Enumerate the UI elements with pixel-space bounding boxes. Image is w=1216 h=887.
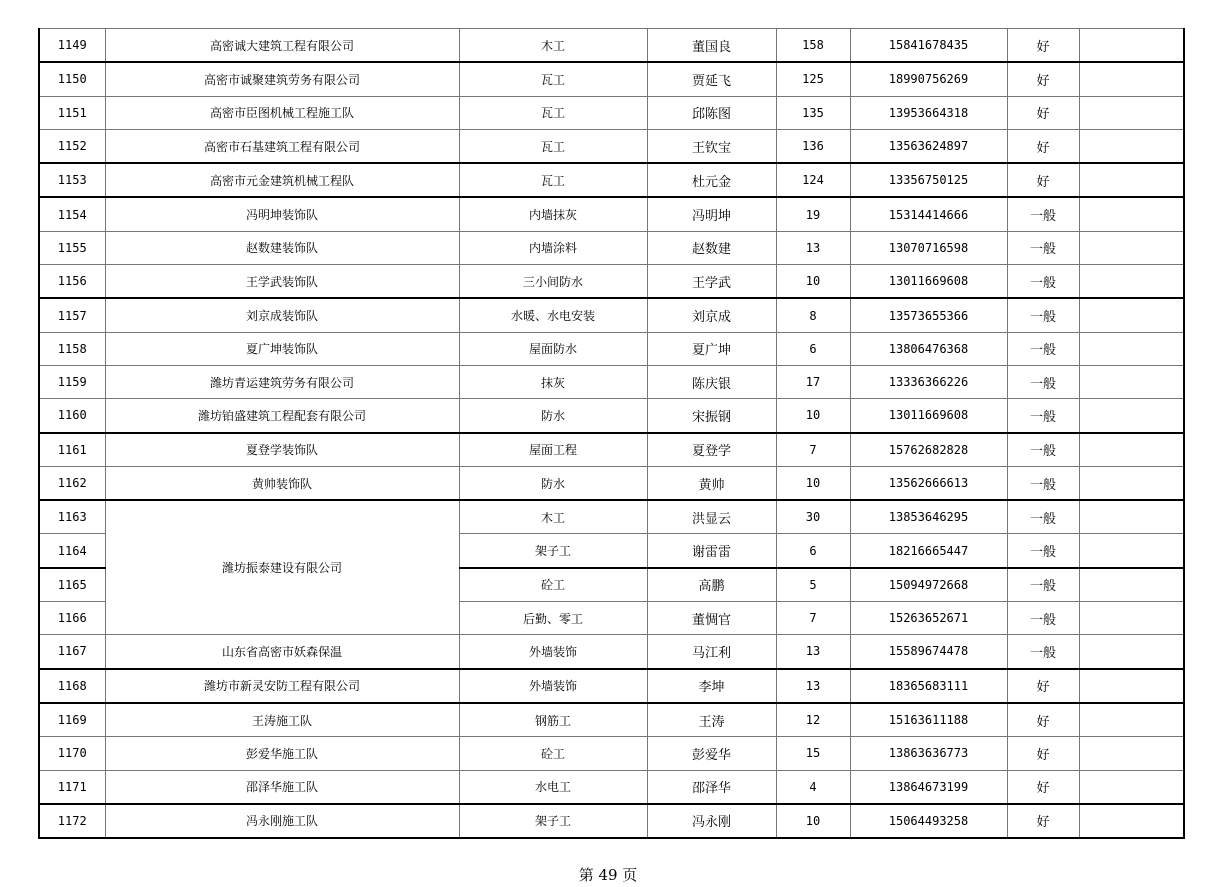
- table-row: [39, 62, 1184, 96]
- contact-cell: 洪显云: [647, 500, 776, 534]
- phone-cell: 13070716598: [850, 231, 1007, 264]
- phone-cell: 13864673199: [850, 770, 1007, 804]
- contact-cell: 杜元金: [647, 163, 776, 197]
- rating-cell: 好: [1007, 737, 1079, 770]
- remark-cell: [1079, 399, 1184, 433]
- contact-cell: 陈庆银: [647, 365, 776, 398]
- contact-cell: 王涛: [647, 703, 776, 737]
- phone-cell: 18365683111: [850, 669, 1007, 703]
- worker-count-cell: 124: [776, 163, 850, 197]
- row-number-cell: 1172: [39, 804, 105, 838]
- remark-cell: [1079, 332, 1184, 365]
- trade-cell: 外墙装饰: [459, 635, 647, 669]
- company-cell: 高密市诚聚建筑劳务有限公司: [105, 62, 459, 96]
- row-number-cell: 1159: [39, 365, 105, 398]
- trade-cell: 屋面工程: [459, 433, 647, 467]
- worker-count-cell: 6: [776, 534, 850, 568]
- table-row: [39, 163, 1184, 197]
- table-row: [39, 365, 1184, 398]
- contact-cell: 李坤: [647, 669, 776, 703]
- row-number-cell: 1155: [39, 231, 105, 264]
- phone-cell: 15314414666: [850, 197, 1007, 231]
- company-cell: 冯明坤装饰队: [105, 197, 459, 231]
- row-number-cell: 1162: [39, 466, 105, 500]
- contact-cell: 董国良: [647, 29, 776, 63]
- trade-cell: 瓦工: [459, 163, 647, 197]
- rating-cell: 好: [1007, 703, 1079, 737]
- table-row: [39, 466, 1184, 500]
- worker-count-cell: 135: [776, 96, 850, 129]
- phone-cell: 15841678435: [850, 29, 1007, 63]
- phone-cell: 13863636773: [850, 737, 1007, 770]
- company-cell: 赵数建装饰队: [105, 231, 459, 264]
- table-row: [39, 231, 1184, 264]
- rating-cell: 一般: [1007, 602, 1079, 635]
- worker-count-cell: 5: [776, 568, 850, 602]
- remark-cell: [1079, 804, 1184, 838]
- remark-cell: [1079, 96, 1184, 129]
- remark-cell: [1079, 669, 1184, 703]
- phone-cell: 13563624897: [850, 129, 1007, 163]
- contact-cell: 彭爱华: [647, 737, 776, 770]
- remark-cell: [1079, 265, 1184, 299]
- table-row: [39, 129, 1184, 163]
- contact-cell: 夏广坤: [647, 332, 776, 365]
- trade-cell: 抹灰: [459, 365, 647, 398]
- row-number-cell: 1160: [39, 399, 105, 433]
- rating-cell: 好: [1007, 770, 1079, 804]
- phone-cell: 13336366226: [850, 365, 1007, 398]
- remark-cell: [1079, 635, 1184, 669]
- contact-cell: 冯永刚: [647, 804, 776, 838]
- worker-count-cell: 13: [776, 669, 850, 703]
- phone-cell: 13953664318: [850, 96, 1007, 129]
- row-number-cell: 1170: [39, 737, 105, 770]
- worker-count-cell: 12: [776, 703, 850, 737]
- rating-cell: 一般: [1007, 466, 1079, 500]
- row-number-cell: 1171: [39, 770, 105, 804]
- company-cell: 冯永刚施工队: [105, 804, 459, 838]
- table-row: [39, 635, 1184, 669]
- remark-cell: [1079, 568, 1184, 602]
- remark-cell: [1079, 534, 1184, 568]
- rating-cell: 好: [1007, 96, 1079, 129]
- row-number-cell: 1169: [39, 703, 105, 737]
- phone-cell: 13356750125: [850, 163, 1007, 197]
- rating-cell: 一般: [1007, 231, 1079, 264]
- phone-cell: 18216665447: [850, 534, 1007, 568]
- worker-count-cell: 13: [776, 231, 850, 264]
- remark-cell: [1079, 466, 1184, 500]
- contact-cell: 冯明坤: [647, 197, 776, 231]
- remark-cell: [1079, 29, 1184, 63]
- page-number: 第 49 页: [578, 866, 638, 884]
- table-row: [39, 29, 1184, 63]
- contact-cell: 董惆官: [647, 602, 776, 635]
- rating-cell: 一般: [1007, 399, 1079, 433]
- row-number-cell: 1168: [39, 669, 105, 703]
- rating-cell: 一般: [1007, 500, 1079, 534]
- company-cell: 夏广坤装饰队: [105, 332, 459, 365]
- phone-cell: 13573655366: [850, 298, 1007, 332]
- remark-cell: [1079, 737, 1184, 770]
- remark-cell: [1079, 365, 1184, 398]
- contact-cell: 赵数建: [647, 231, 776, 264]
- phone-cell: 15762682828: [850, 433, 1007, 467]
- contact-cell: 高鹏: [647, 568, 776, 602]
- trade-cell: 木工: [459, 500, 647, 534]
- contact-cell: 邵泽华: [647, 770, 776, 804]
- contact-cell: 夏登学: [647, 433, 776, 467]
- table-row: [39, 737, 1184, 770]
- contact-cell: 马江利: [647, 635, 776, 669]
- worker-count-cell: 8: [776, 298, 850, 332]
- row-number-cell: 1164: [39, 534, 105, 568]
- row-number-cell: 1158: [39, 332, 105, 365]
- row-number-cell: 1156: [39, 265, 105, 299]
- table-row: [39, 298, 1184, 332]
- row-number-cell: 1165: [39, 568, 105, 602]
- trade-cell: 木工: [459, 29, 647, 63]
- remark-cell: [1079, 231, 1184, 264]
- worker-count-cell: 10: [776, 265, 850, 299]
- rating-cell: 一般: [1007, 534, 1079, 568]
- row-number-cell: 1157: [39, 298, 105, 332]
- rating-cell: 一般: [1007, 433, 1079, 467]
- remark-cell: [1079, 703, 1184, 737]
- row-number-cell: 1163: [39, 500, 105, 534]
- table-row: [39, 332, 1184, 365]
- trade-cell: 防水: [459, 399, 647, 433]
- trade-cell: 砼工: [459, 737, 647, 770]
- trade-cell: 水暖、水电安装: [459, 298, 647, 332]
- contractor-table: [38, 28, 1185, 839]
- rating-cell: 一般: [1007, 332, 1079, 365]
- table-row: [39, 770, 1184, 804]
- remark-cell: [1079, 129, 1184, 163]
- remark-cell: [1079, 163, 1184, 197]
- table-row: [39, 433, 1184, 467]
- trade-cell: 钢筋工: [459, 703, 647, 737]
- rating-cell: 好: [1007, 62, 1079, 96]
- phone-cell: 13853646295: [850, 500, 1007, 534]
- table-row: [39, 265, 1184, 299]
- trade-cell: 架子工: [459, 804, 647, 838]
- row-number-cell: 1153: [39, 163, 105, 197]
- rating-cell: 好: [1007, 29, 1079, 63]
- trade-cell: 内墙抹灰: [459, 197, 647, 231]
- table-row: [39, 500, 1184, 534]
- trade-cell: 瓦工: [459, 129, 647, 163]
- phone-cell: 13011669608: [850, 399, 1007, 433]
- worker-count-cell: 6: [776, 332, 850, 365]
- company-cell: 潍坊铂盛建筑工程配套有限公司: [105, 399, 459, 433]
- company-cell: 王涛施工队: [105, 703, 459, 737]
- company-cell: 邵泽华施工队: [105, 770, 459, 804]
- worker-count-cell: 10: [776, 399, 850, 433]
- trade-cell: 防水: [459, 466, 647, 500]
- rating-cell: 好: [1007, 163, 1079, 197]
- remark-cell: [1079, 602, 1184, 635]
- phone-cell: 18990756269: [850, 62, 1007, 96]
- worker-count-cell: 158: [776, 29, 850, 63]
- contact-cell: 王学武: [647, 265, 776, 299]
- trade-cell: 架子工: [459, 534, 647, 568]
- rating-cell: 一般: [1007, 298, 1079, 332]
- trade-cell: 三小间防水: [459, 265, 647, 299]
- worker-count-cell: 10: [776, 466, 850, 500]
- row-number-cell: 1161: [39, 433, 105, 467]
- rating-cell: 一般: [1007, 365, 1079, 398]
- contact-cell: 刘京成: [647, 298, 776, 332]
- worker-count-cell: 4: [776, 770, 850, 804]
- phone-cell: 13562666613: [850, 466, 1007, 500]
- company-cell: 王学武装饰队: [105, 265, 459, 299]
- company-cell: 彭爱华施工队: [105, 737, 459, 770]
- remark-cell: [1079, 197, 1184, 231]
- trade-cell: 后勤、零工: [459, 602, 647, 635]
- rating-cell: 一般: [1007, 635, 1079, 669]
- contact-cell: 黄帅: [647, 466, 776, 500]
- remark-cell: [1079, 500, 1184, 534]
- trade-cell: 水电工: [459, 770, 647, 804]
- rating-cell: 一般: [1007, 265, 1079, 299]
- phone-cell: 13806476368: [850, 332, 1007, 365]
- phone-cell: 15163611188: [850, 703, 1007, 737]
- company-cell: 夏登学装饰队: [105, 433, 459, 467]
- company-cell: 山东省高密市妖森保温: [105, 635, 459, 669]
- table-row: [39, 399, 1184, 433]
- company-cell: 高密市元金建筑机械工程队: [105, 163, 459, 197]
- worker-count-cell: 15: [776, 737, 850, 770]
- worker-count-cell: 10: [776, 804, 850, 838]
- worker-count-cell: 13: [776, 635, 850, 669]
- table-row: [39, 669, 1184, 703]
- rating-cell: 好: [1007, 129, 1079, 163]
- row-number-cell: 1151: [39, 96, 105, 129]
- row-number-cell: 1150: [39, 62, 105, 96]
- worker-count-cell: 7: [776, 602, 850, 635]
- worker-count-cell: 19: [776, 197, 850, 231]
- remark-cell: [1079, 298, 1184, 332]
- contact-cell: 宋振钢: [647, 399, 776, 433]
- worker-count-cell: 7: [776, 433, 850, 467]
- company-cell: 刘京成装饰队: [105, 298, 459, 332]
- worker-count-cell: 136: [776, 129, 850, 163]
- contact-cell: 贾延飞: [647, 62, 776, 96]
- rating-cell: 一般: [1007, 197, 1079, 231]
- row-number-cell: 1149: [39, 29, 105, 63]
- trade-cell: 内墙涂料: [459, 231, 647, 264]
- company-cell: 高密市臣图机械工程施工队: [105, 96, 459, 129]
- row-number-cell: 1154: [39, 197, 105, 231]
- trade-cell: 屋面防水: [459, 332, 647, 365]
- phone-cell: 13011669608: [850, 265, 1007, 299]
- rating-cell: 好: [1007, 804, 1079, 838]
- remark-cell: [1079, 62, 1184, 96]
- row-number-cell: 1167: [39, 635, 105, 669]
- company-cell: 高密市石基建筑工程有限公司: [105, 129, 459, 163]
- remark-cell: [1079, 770, 1184, 804]
- remark-cell: [1079, 433, 1184, 467]
- worker-count-cell: 17: [776, 365, 850, 398]
- table-row: [39, 804, 1184, 838]
- contact-cell: 王钦宝: [647, 129, 776, 163]
- contact-cell: 邱陈图: [647, 96, 776, 129]
- phone-cell: 15064493258: [850, 804, 1007, 838]
- contact-cell: 谢雷雷: [647, 534, 776, 568]
- row-number-cell: 1166: [39, 602, 105, 635]
- company-cell: 黄帅装饰队: [105, 466, 459, 500]
- trade-cell: 外墙装饰: [459, 669, 647, 703]
- phone-cell: 15263652671: [850, 602, 1007, 635]
- trade-cell: 瓦工: [459, 62, 647, 96]
- rating-cell: 好: [1007, 669, 1079, 703]
- company-cell: 潍坊市新灵安防工程有限公司: [105, 669, 459, 703]
- phone-cell: 15589674478: [850, 635, 1007, 669]
- trade-cell: 砼工: [459, 568, 647, 602]
- phone-cell: 15094972668: [850, 568, 1007, 602]
- company-cell: 潍坊振泰建设有限公司: [105, 500, 459, 635]
- table-row: [39, 703, 1184, 737]
- row-number-cell: 1152: [39, 129, 105, 163]
- worker-count-cell: 125: [776, 62, 850, 96]
- company-cell: 潍坊青运建筑劳务有限公司: [105, 365, 459, 398]
- worker-count-cell: 30: [776, 500, 850, 534]
- trade-cell: 瓦工: [459, 96, 647, 129]
- table-row: [39, 197, 1184, 231]
- table-row: [39, 96, 1184, 129]
- company-cell: 高密诚大建筑工程有限公司: [105, 29, 459, 63]
- rating-cell: 一般: [1007, 568, 1079, 602]
